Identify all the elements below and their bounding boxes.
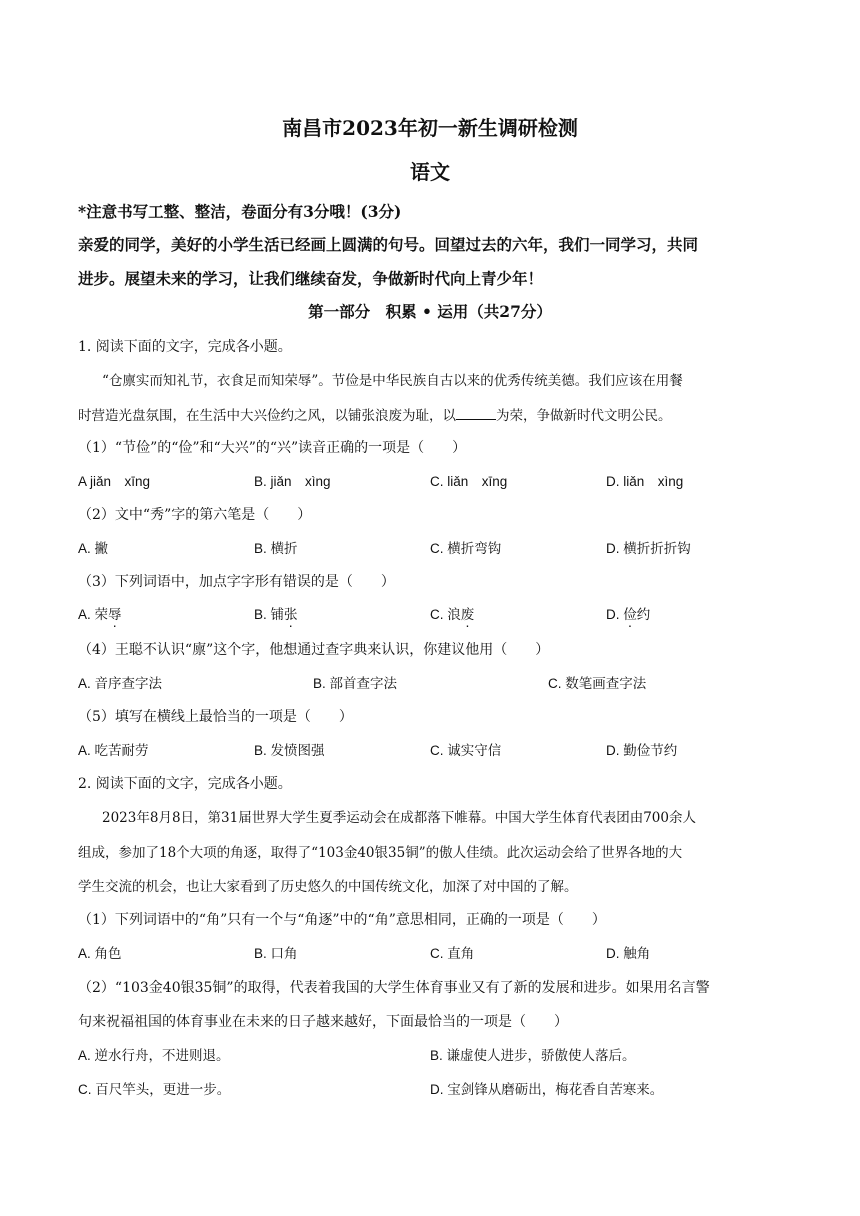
- q2-sub1-option-a[interactable]: A. 角色: [78, 946, 122, 961]
- q1-sub4-option-b[interactable]: B. 部首查字法: [313, 676, 398, 691]
- option-text: A. 荣: [78, 607, 109, 622]
- q1-passage-line-2b: 为荣，争做新时代文明公民。: [496, 408, 672, 424]
- q1-sub1-stem: （1）“节俭”的“俭”和“大兴”的“兴”读音正确的一项是（ ）: [78, 440, 467, 456]
- q2-passage-line-3: 学生交流的机会，也让大家看到了历史悠久的中国传统文化，加深了对中国的了解。: [78, 879, 578, 895]
- q1-sub1-option-c[interactable]: C. liǎn xīng: [430, 474, 508, 489]
- dotted-char: 张: [284, 607, 298, 622]
- q1-sub5-option-d[interactable]: D. 勤俭节约: [606, 743, 678, 758]
- q2-sub1-option-d[interactable]: D. 触角: [606, 946, 651, 961]
- option-text: D.: [606, 607, 624, 622]
- q1-sub2-option-b[interactable]: B. 横折: [254, 541, 298, 556]
- q2-sub2-option-a[interactable]: A. 逆水行舟，不进则退。: [78, 1048, 230, 1063]
- q1-sub3-option-c[interactable]: [430, 605, 474, 625]
- q2-sub2-stem-line-1: （2）“103金40银35铜”的取得，代表着我国的大学生体育事业又有了新的发展和进步。如果用名言警: [78, 980, 710, 996]
- q2-sub1-option-b[interactable]: B. 口角: [254, 946, 298, 961]
- subject-title: 语文: [410, 160, 450, 184]
- q1-stem: 1. 阅读下面的文字，完成各小题。: [78, 339, 292, 355]
- q1-sub2-stem: （2）文中“秀”字的第六笔是（ ）: [78, 507, 312, 523]
- q1-sub5-stem: （5）填写在横线上最恰当的一项是（ ）: [78, 709, 353, 725]
- dotted-char: 俭: [623, 607, 637, 622]
- q1-sub5-option-c[interactable]: C. 诚实守信: [430, 743, 502, 758]
- q1-sub3-option-d[interactable]: [606, 605, 650, 625]
- q1-sub5-option-a[interactable]: A. 吃苦耐劳: [78, 743, 149, 758]
- q2-sub1-stem: （1）下列词语中的“角”只有一个与“角逐”中的“角”意思相同，正确的一项是（ ）: [78, 912, 606, 928]
- q2-sub1-option-c[interactable]: C. 直角: [430, 946, 475, 961]
- q1-sub4-option-a[interactable]: A. 音序查字法: [78, 676, 163, 691]
- option-text: 约: [636, 607, 651, 622]
- option-text: C. 浪: [430, 607, 461, 622]
- q1-sub4-option-c[interactable]: C. 数笔画查字法: [548, 676, 647, 691]
- q1-sub5-option-b[interactable]: B. 发愤图强: [254, 743, 325, 758]
- q2-sub2-option-c[interactable]: C. 百尺竿头，更进一步。: [78, 1082, 231, 1097]
- dotted-char: 废: [460, 607, 475, 622]
- section-1-title: 第一部分 积累 • 运用（共27分）: [308, 302, 552, 321]
- notice-line-3: 进步。展望未来的学习，让我们继续奋发，争做新时代向上青少年！: [78, 269, 544, 288]
- q2-sub2-option-b[interactable]: B. 谦虚使人进步，骄傲使人落后。: [430, 1048, 636, 1063]
- notice-line-1: *注意书写工整、整洁，卷面分有3分哦！(3分): [78, 202, 402, 221]
- q2-stem: 2. 阅读下面的文字，完成各小题。: [78, 776, 292, 792]
- dotted-char: 辱: [108, 607, 122, 622]
- fill-blank[interactable]: [456, 405, 496, 420]
- q1-sub2-option-c[interactable]: C. 横折弯钩: [430, 541, 502, 556]
- q2-passage-line-2: 组成，参加了18个大项的角逐，取得了“103金40银35铜”的傲人佳绩。此次运动会给了世界各地的大: [78, 845, 683, 861]
- q1-sub2-option-a[interactable]: A. 撇: [78, 541, 109, 556]
- q1-passage-line-2a: 时营造光盘氛围，在生活中大兴俭约之风，以铺张浪废为耻，以: [78, 408, 456, 424]
- q2-sub2-stem-line-2: 句来祝福祖国的体育事业在未来的日子越来越好，下面最恰当的一项是（ ）: [78, 1014, 568, 1030]
- exam-title: 南昌市2023年初一新生调研检测: [282, 116, 578, 140]
- q1-sub1-option-b[interactable]: B. jiǎn xìng: [254, 474, 331, 489]
- q1-sub3-option-b[interactable]: [254, 605, 298, 625]
- q1-sub1-option-d[interactable]: D. liǎn xìng: [606, 474, 684, 489]
- q1-sub3-stem: （3）下列词语中，加点字字形有错误的是（ ）: [78, 574, 395, 590]
- q2-passage-line-1: 2023年8月8日，第31届世界大学生夏季运动会在成都落下帷幕。中国大学生体育代表团由700余人: [102, 810, 696, 826]
- notice-line-2: 亲爱的同学，美好的小学生活已经画上圆满的句号。回望过去的六年，我们一同学习，共同: [78, 235, 699, 254]
- option-text: B. 铺: [254, 607, 285, 622]
- q1-sub4-stem: （4）王聪不认识“廪”这个字，他想通过查字典来认识，你建议他用（ ）: [78, 642, 550, 658]
- q1-passage-line-2: [78, 405, 672, 426]
- q1-sub3-option-a[interactable]: [78, 605, 122, 625]
- q1-sub1-option-a[interactable]: A jiǎn xīng: [78, 474, 151, 489]
- q1-passage-line-1: “仓廪实而知礼节，衣食足而知荣辱”。节俭是中华民族自古以来的优秀传统美德。我们应该在用餐: [102, 373, 683, 389]
- q2-sub2-option-d[interactable]: D. 宝剑锋从磨砺出，梅花香自苦寒来。: [430, 1082, 664, 1097]
- q1-sub2-option-d[interactable]: D. 横折折折钩: [606, 541, 691, 556]
